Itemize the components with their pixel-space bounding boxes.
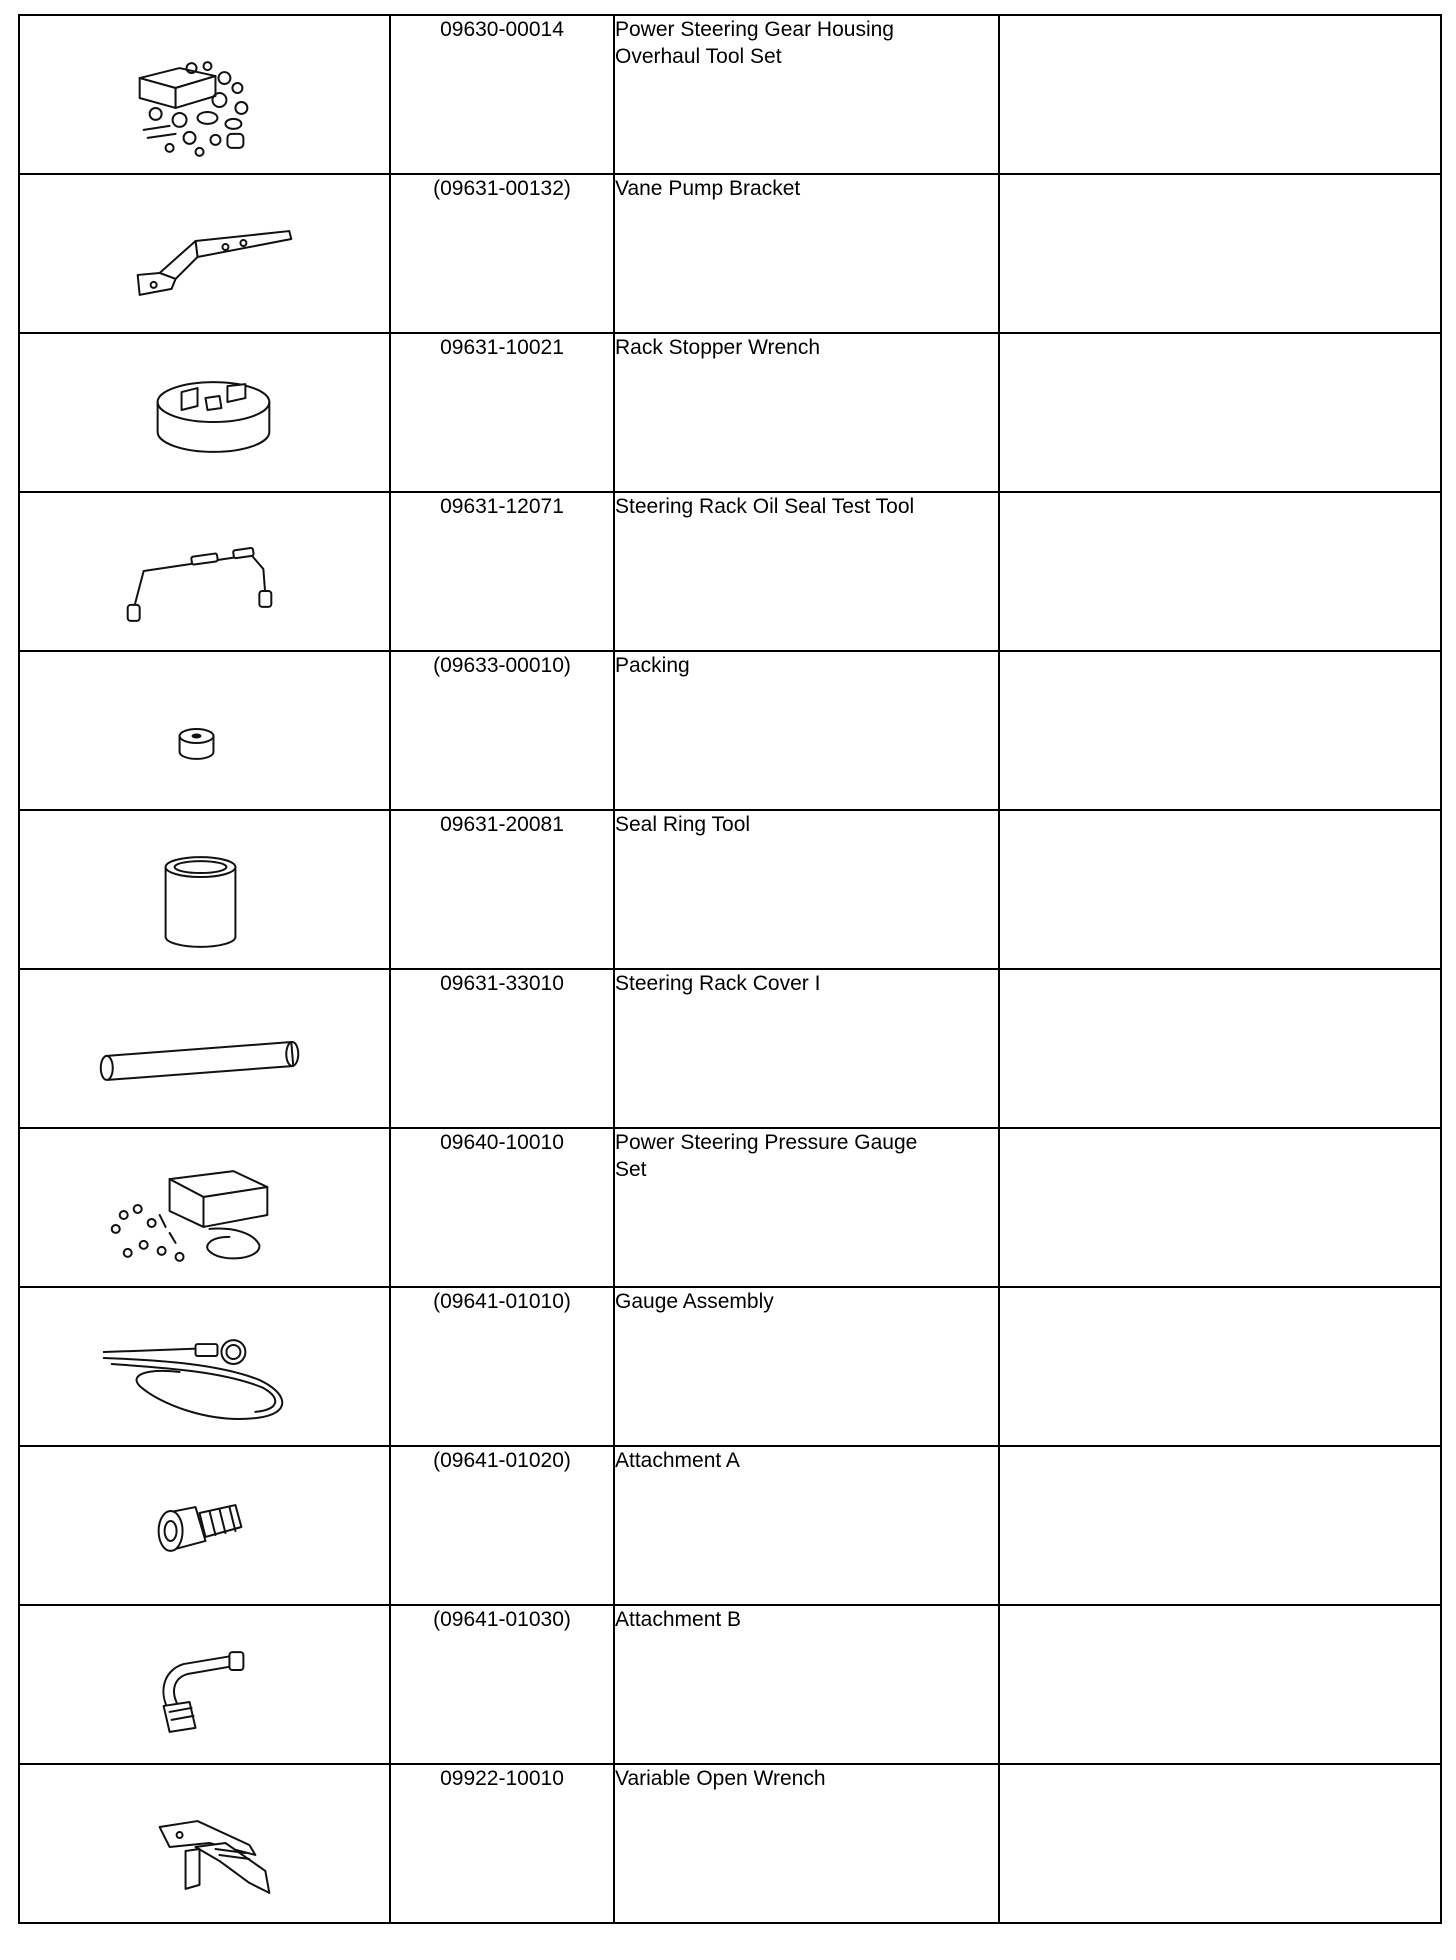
remark-cell [999,1764,1441,1923]
attachment-a-illustration [20,1447,389,1604]
table-row [19,1446,1441,1605]
tool-name: Attachment A [614,1446,999,1605]
open-wrench-illustration [20,1765,389,1922]
tool-image-cell [19,1446,390,1605]
tool-image-cell [19,810,390,969]
tool-set-illustration [20,16,389,173]
table-row [19,1764,1441,1923]
tool-image-cell [19,1287,390,1446]
table-row [19,1128,1441,1287]
attachment-b-illustration [20,1606,389,1763]
tool-name: Vane Pump Bracket [614,174,999,333]
tool-name: Steering Rack Cover I [614,969,999,1128]
remark-cell [999,1446,1441,1605]
tool-name: Steering Rack Oil Seal Test Tool [614,492,999,651]
table-row [19,1287,1441,1446]
remark-cell [999,1605,1441,1764]
tool-name: Packing [614,651,999,810]
table-row [19,969,1441,1128]
table-row [19,174,1441,333]
tool-name: Power Steering Gear Housing Overhaul Tool Set [614,15,999,174]
part-number: 09631-33010 [390,969,614,1128]
remark-cell [999,15,1441,174]
table-row [19,333,1441,492]
remark-cell [999,333,1441,492]
remark-cell [999,174,1441,333]
tool-name: Attachment B [614,1605,999,1764]
bracket-illustration [20,175,389,332]
test-tube-illustration [20,493,389,650]
tool-name: Gauge Assembly [614,1287,999,1446]
tool-image-cell [19,15,390,174]
tool-name: Seal Ring Tool [614,810,999,969]
part-number: 09631-10021 [390,333,614,492]
ring-tool-illustration [20,811,389,968]
tool-image-cell [19,651,390,810]
part-number: (09631-00132) [390,174,614,333]
rack-cover-illustration [20,970,389,1127]
tool-name: Variable Open Wrench [614,1764,999,1923]
part-number: 09631-12071 [390,492,614,651]
table-row [19,492,1441,651]
tool-image-cell [19,174,390,333]
tool-image-cell [19,1128,390,1287]
remark-cell [999,1287,1441,1446]
table-row [19,1605,1441,1764]
remark-cell [999,969,1441,1128]
remark-cell [999,810,1441,969]
wrench-illustration [20,334,389,491]
remark-cell [999,651,1441,810]
tool-name: Rack Stopper Wrench [614,333,999,492]
special-tools-table [18,14,1442,1924]
tool-image-cell [19,969,390,1128]
tool-image-cell [19,1605,390,1764]
remark-cell [999,492,1441,651]
part-number: 09640-10010 [390,1128,614,1287]
gauge-set-illustration [20,1129,389,1286]
table-row [19,15,1441,174]
tool-image-cell [19,333,390,492]
part-number: (09641-01020) [390,1446,614,1605]
part-number: 09630-00014 [390,15,614,174]
part-number: (09641-01030) [390,1605,614,1764]
part-number: 09922-10010 [390,1764,614,1923]
tool-image-cell [19,1764,390,1923]
part-number: 09631-20081 [390,810,614,969]
remark-cell [999,1128,1441,1287]
table-row [19,651,1441,810]
part-number: (09641-01010) [390,1287,614,1446]
tool-image-cell [19,492,390,651]
tool-name: Power Steering Pressure Gauge Set [614,1128,999,1287]
part-number: (09633-00010) [390,651,614,810]
gauge-assembly-illustration [20,1288,389,1445]
packing-illustration [20,652,389,809]
table-row [19,810,1441,969]
